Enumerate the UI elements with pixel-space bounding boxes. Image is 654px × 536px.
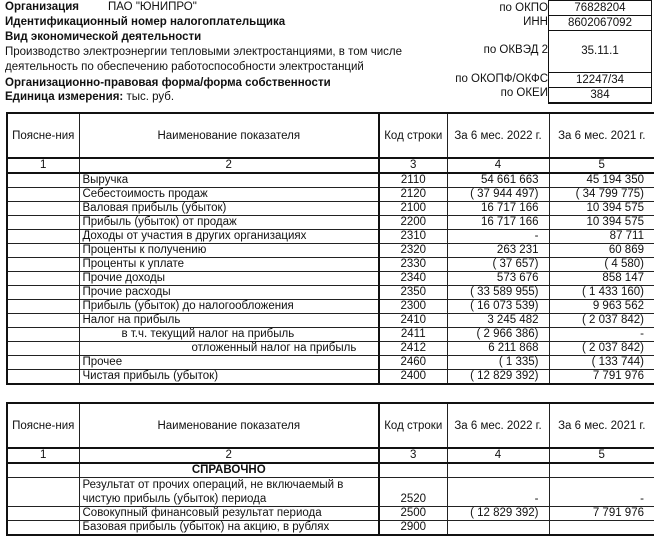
table-row <box>7 478 654 507</box>
row-name: Базовая прибыль (убыток) на акцию, в рублях <box>79 521 379 536</box>
row-2021: ( 1 433 160) <box>549 286 654 300</box>
row-2022: ( 12 829 392) <box>447 507 549 521</box>
okei-value: 384 <box>549 87 651 103</box>
row-2021: ( 2 037 842) <box>549 342 654 356</box>
row-2022: ( 37 944 497) <box>447 188 549 202</box>
row-2021: 45 194 350 <box>549 173 654 188</box>
row-code: 2520 <box>379 478 447 507</box>
row-name: Валовая прибыль (убыток) <box>79 202 379 216</box>
idx-2: 2 <box>79 448 379 463</box>
row-2022: 16 717 166 <box>447 202 549 216</box>
row-code: 2460 <box>379 356 447 370</box>
activity-label: Вид экономической деятельности <box>5 31 202 43</box>
row-2022: 263 231 <box>447 244 549 258</box>
row-2022: - <box>447 230 549 244</box>
table-row <box>7 300 654 314</box>
row-2021 <box>549 521 654 536</box>
table-row <box>7 370 654 385</box>
row-2022: 16 717 166 <box>447 216 549 230</box>
row-code: 2320 <box>379 244 447 258</box>
col-period-2022: За 6 мес. 2022 г. <box>447 403 549 448</box>
col-notes: Поясне-ния <box>7 113 79 158</box>
row-2021: 10 394 575 <box>549 202 654 216</box>
row-2021: 858 147 <box>549 272 654 286</box>
section-row <box>7 463 654 478</box>
table-row <box>7 216 654 230</box>
col-period-2021: За 6 мес. 2021 г. <box>549 403 654 448</box>
okei-label: по ОКЕИ <box>500 87 548 99</box>
org-label: Организация <box>5 1 79 13</box>
inn-code-label: ИНН <box>523 16 548 28</box>
row-name: в т.ч. текущий налог на прибыль <box>79 328 379 342</box>
activity-line-1: Производство электроэнергии тепловыми электростанциями, в том числе <box>5 46 403 58</box>
table-row <box>7 230 654 244</box>
col-code: Код строки <box>379 113 447 158</box>
row-2022: 6 211 868 <box>447 342 549 356</box>
row-name: Доходы от участия в других организациях <box>79 230 379 244</box>
row-2022: ( 33 589 955) <box>447 286 549 300</box>
row-code: 2900 <box>379 521 447 536</box>
row-code: 2411 <box>379 328 447 342</box>
unit-value: тыс. руб. <box>126 91 175 103</box>
row-2021: 7 791 976 <box>549 370 654 385</box>
row-name: Совокупный финансовый результат периода <box>79 507 379 521</box>
okved-label: по ОКВЭД 2 <box>483 44 548 56</box>
codes-box <box>548 0 652 104</box>
row-code: 2200 <box>379 216 447 230</box>
row-code: 2350 <box>379 286 447 300</box>
row-2021: 60 869 <box>549 244 654 258</box>
row-name: Себестоимость продаж <box>79 188 379 202</box>
index-row <box>7 448 654 463</box>
activity-line-2: деятельность по обеспечению работоспособности электростанций <box>5 61 364 73</box>
row-2021: - <box>549 478 654 507</box>
idx-1: 1 <box>7 158 79 173</box>
okopf-label: по ОКОПФ/ОКФС <box>455 73 548 85</box>
table-row <box>7 507 654 521</box>
row-2021: 87 711 <box>549 230 654 244</box>
row-2021: ( 133 744) <box>549 356 654 370</box>
unit-line <box>5 91 174 103</box>
row-name: Прочее <box>79 356 379 370</box>
row-code: 2100 <box>379 202 447 216</box>
table-row <box>7 328 654 342</box>
row-2022 <box>447 521 549 536</box>
row-code: 2120 <box>379 188 447 202</box>
row-code: 2310 <box>379 230 447 244</box>
row-name: Прибыль (убыток) до налогообложения <box>79 300 379 314</box>
idx-2: 2 <box>79 158 379 173</box>
row-code: 2400 <box>379 370 447 385</box>
row-code: 2330 <box>379 258 447 272</box>
row-2021: ( 34 799 775) <box>549 188 654 202</box>
row-name: Проценты к уплате <box>79 258 379 272</box>
row-2021: - <box>549 328 654 342</box>
row-2022: ( 12 829 392) <box>447 370 549 385</box>
okopf-value: 12247/34 <box>549 72 651 87</box>
header-row <box>7 113 654 158</box>
row-name: Проценты к получению <box>79 244 379 258</box>
table-row <box>7 356 654 370</box>
unit-label: Единица измерения: <box>5 91 124 103</box>
idx-3: 3 <box>379 158 447 173</box>
row-2022: 54 661 663 <box>447 173 549 188</box>
idx-5: 5 <box>549 158 654 173</box>
header-row <box>7 403 654 448</box>
okpo-value: 76828204 <box>549 0 651 15</box>
row-name: Выручка <box>79 173 379 188</box>
col-name: Наименование показателя <box>79 403 379 448</box>
row-2022: ( 37 657) <box>447 258 549 272</box>
table-row <box>7 173 654 188</box>
row-code: 2340 <box>379 272 447 286</box>
row-name: Прочие доходы <box>79 272 379 286</box>
okpo-label: по ОКПО <box>499 2 548 14</box>
org-value: ПАО "ЮНИПРО" <box>108 1 197 13</box>
col-period-2022: За 6 мес. 2022 г. <box>447 113 549 158</box>
row-name: отложенный налог на прибыль <box>79 342 379 356</box>
row-code: 2410 <box>379 314 447 328</box>
table-row <box>7 342 654 356</box>
row-2022: - <box>447 478 549 507</box>
row-2021: ( 2 037 842) <box>549 314 654 328</box>
row-name: Чистая прибыль (убыток) <box>79 370 379 385</box>
section-title: СПРАВОЧНО <box>79 463 379 478</box>
col-code: Код строки <box>379 403 447 448</box>
row-2022: ( 2 966 386) <box>447 328 549 342</box>
table-row <box>7 202 654 216</box>
row-name: Налог на прибыль <box>79 314 379 328</box>
row-2022: 3 245 482 <box>447 314 549 328</box>
row-2021: ( 4 580) <box>549 258 654 272</box>
row-2021: 7 791 976 <box>549 507 654 521</box>
row-code: 2110 <box>379 173 447 188</box>
row-code: 2300 <box>379 300 447 314</box>
idx-4: 4 <box>447 448 549 463</box>
reference-table <box>6 402 654 536</box>
okved-value: 35.11.1 <box>549 30 651 72</box>
row-name: Результат от прочих операций, не включаемый в чистую прибыль (убыток) периода <box>79 478 379 507</box>
inn-value: 8602067092 <box>549 15 651 30</box>
table-row <box>7 188 654 202</box>
table-row <box>7 314 654 328</box>
index-row <box>7 158 654 173</box>
col-name: Наименование показателя <box>79 113 379 158</box>
row-code: 2412 <box>379 342 447 356</box>
col-notes: Поясне-ния <box>7 403 79 448</box>
row-name: Прочие расходы <box>79 286 379 300</box>
row-name: Прибыль (убыток) от продаж <box>79 216 379 230</box>
table-row <box>7 244 654 258</box>
table-row <box>7 258 654 272</box>
legal-form-label: Организационно-правовая форма/форма собственности <box>5 77 331 89</box>
row-2022: 573 676 <box>447 272 549 286</box>
inn-label: Идентификационный номер налогоплательщика <box>5 16 286 28</box>
table-row <box>7 286 654 300</box>
row-code: 2500 <box>379 507 447 521</box>
table-row <box>7 521 654 536</box>
idx-3: 3 <box>379 448 447 463</box>
row-2022: ( 16 073 539) <box>447 300 549 314</box>
col-period-2021: За 6 мес. 2021 г. <box>549 113 654 158</box>
table-row <box>7 272 654 286</box>
row-2021: 9 963 562 <box>549 300 654 314</box>
idx-5: 5 <box>549 448 654 463</box>
idx-1: 1 <box>7 448 79 463</box>
income-statement-table <box>6 112 654 385</box>
row-2022: ( 1 335) <box>447 356 549 370</box>
idx-4: 4 <box>447 158 549 173</box>
row-2021: 10 394 575 <box>549 216 654 230</box>
